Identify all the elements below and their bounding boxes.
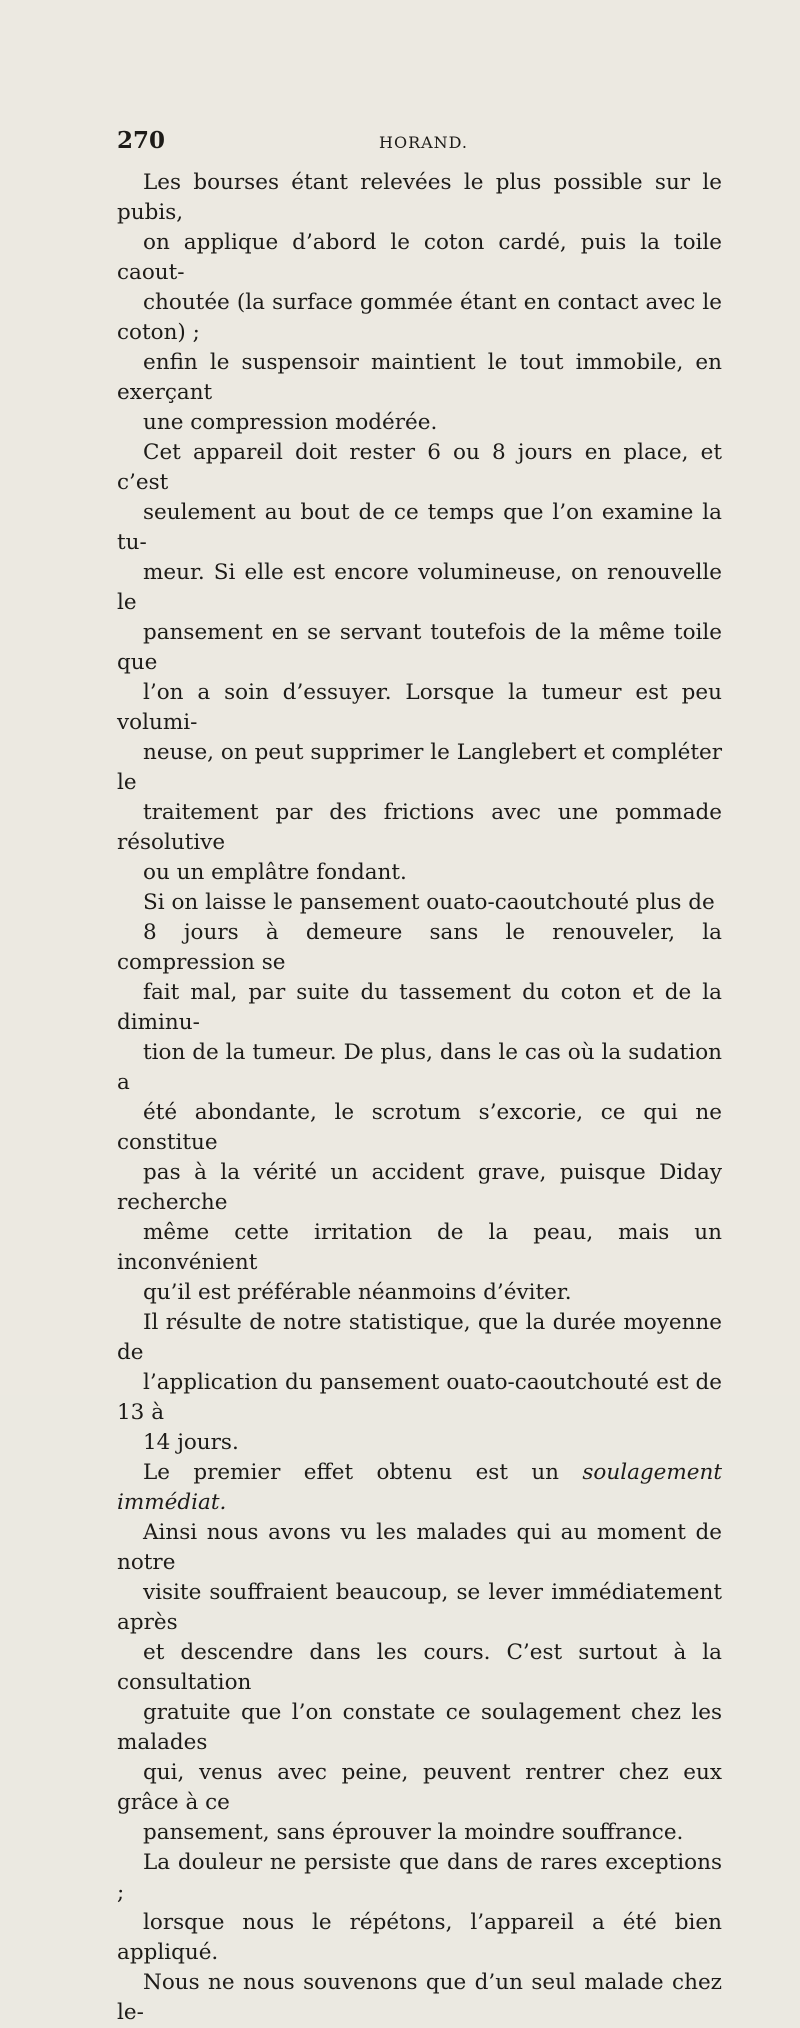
paragraph: [117, 888, 722, 1308]
text-line: choutée (la surface gommée étant en contact avec le coton) ;: [117, 290, 722, 345]
text-line: meur. Si elle est encore volumineuse, on renouvelle le: [117, 560, 722, 615]
text-line: tion de la tumeur. De plus, dans le cas où la sudation a: [117, 1040, 722, 1095]
text-line: l’application du pansement ouato-caoutchouté est de 13 à: [117, 1370, 722, 1425]
text-line: pansement en se servant toutefois de la même toile que: [117, 620, 722, 675]
text-line: même cette irritation de la peau, mais un inconvénient: [117, 1220, 722, 1275]
emphasis-text: soulagement immédiat.: [117, 1460, 722, 1515]
text-line: enfin le suspensoir maintient le tout immobile, en exerçant: [117, 350, 722, 405]
text-line: Il résulte de notre statistique, que la durée moyenne de: [117, 1310, 722, 1365]
text-line: gratuite que l’on constate ce soulagement chez les malades: [117, 1700, 722, 1755]
text-line: l’on a soin d’essuyer. Lorsque la tumeur est peu volumi-: [117, 680, 722, 735]
paragraph: [117, 438, 722, 888]
text-line: pansement, sans éprouver la moindre souffrance.: [143, 1820, 684, 1845]
page-header: [117, 127, 722, 159]
text-line-with-emphasis: [117, 1458, 722, 1518]
text-line: seulement au bout de ce temps que l’on examine la tu-: [117, 500, 722, 555]
text-line: visite souffraient beaucoup, se lever immédiatement après: [117, 1580, 722, 1635]
text-line: on applique d’abord le coton cardé, puis la toile caout-: [117, 230, 722, 285]
text-line: fait mal, par suite du tassement du coton et de la diminu-: [117, 980, 722, 1035]
text-line: 14 jours.: [143, 1430, 239, 1455]
paragraph: [117, 1308, 722, 1458]
text-line: Les bourses étant relevées le plus possible sur le pubis,: [117, 170, 722, 225]
paragraph: [117, 1848, 722, 1968]
text-line: 8 jours à demeure sans le renouveler, la compression se: [117, 920, 722, 975]
page-number: 270: [117, 127, 166, 154]
paragraph: [117, 168, 722, 438]
running-head: HORAND.: [379, 133, 469, 152]
text-line: ou un emplâtre fondant.: [143, 860, 407, 885]
text-fragment: Le premier effet obtenu est un: [143, 1460, 583, 1485]
text-line: traitement par des frictions avec une pommade résolutive: [117, 800, 722, 855]
text-line: pas à la vérité un accident grave, puisque Diday recherche: [117, 1160, 722, 1215]
text-line: et descendre dans les cours. C’est surtout à la consultation: [117, 1640, 722, 1695]
text-line: été abondante, le scrotum s’excorie, ce qui ne constitue: [117, 1100, 722, 1155]
text-line: La douleur ne persiste que dans de rares exceptions ;: [117, 1850, 722, 1905]
text-line: Cet appareil doit rester 6 ou 8 jours en place, et c’est: [117, 440, 722, 495]
text-line: Si on laisse le pansement ouato-caoutchouté plus de: [143, 890, 715, 915]
text-line: lorsque nous le répétons, l’appareil a été bien appliqué.: [117, 1910, 722, 1965]
paragraph: [117, 1458, 722, 1848]
text-line: une compression modérée.: [143, 410, 438, 435]
text-line: qui, venus avec peine, peuvent rentrer chez eux grâce à ce: [117, 1760, 722, 1815]
text-line: qu’il est préférable néanmoins d’éviter.: [143, 1280, 572, 1305]
text-line: Ainsi nous avons vu les malades qui au moment de notre: [117, 1520, 722, 1575]
text-line: Nous ne nous souvenons que d’un seul malade chez le-: [117, 1970, 722, 2025]
paragraph: [117, 1968, 722, 2028]
text-line: neuse, on peut supprimer le Langlebert et compléter le: [117, 740, 722, 795]
body-text: [117, 168, 722, 2028]
